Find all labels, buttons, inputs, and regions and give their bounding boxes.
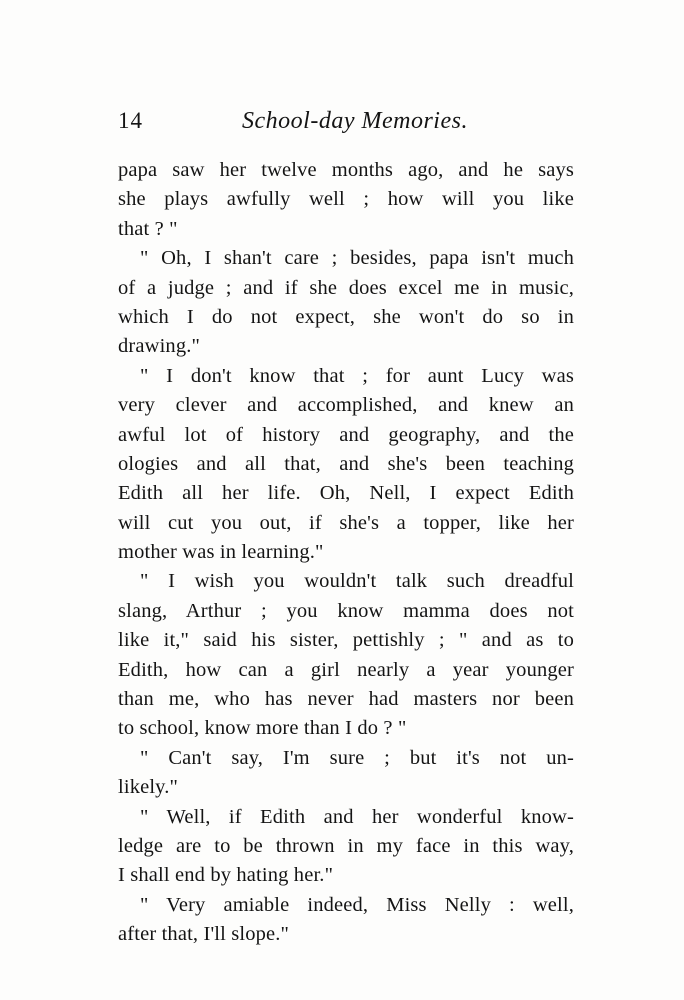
text-line: will cut you out, if she's a topper, like her — [118, 511, 574, 534]
text-line: " Can't say, I'm sure ; but it's not un- — [140, 746, 574, 769]
text-line: " Well, if Edith and her wonderful know- — [140, 805, 574, 828]
text-line: that ? " — [118, 217, 178, 240]
text-line: slang, Arthur ; you know mamma does not — [118, 599, 574, 622]
text-line: drawing." — [118, 335, 201, 358]
page-header — [118, 108, 580, 144]
body-text — [118, 156, 574, 950]
text-line: ledge are to be thrown in my face in this way, — [118, 834, 574, 857]
text-line: mother was in learning." — [118, 541, 324, 564]
text-line: " Very amiable indeed, Miss Nelly : well, — [140, 893, 574, 916]
text-line: she plays awfully well ; how will you like — [118, 188, 574, 211]
text-line: papa saw her twelve months ago, and he says — [118, 159, 574, 181]
text-line: after that, I'll slope." — [118, 923, 290, 946]
text-line: likely." — [118, 776, 179, 799]
text-line: to school, know more than I do ? " — [118, 717, 407, 740]
text-line: " I don't know that ; for aunt Lucy was — [140, 364, 574, 387]
text-line: Edith all her life. Oh, Nell, I expect Edith — [118, 482, 574, 505]
text-line: which I do not expect, she won't do so in — [118, 305, 574, 328]
text-line: " Oh, I shan't care ; besides, papa isn't much — [140, 247, 574, 270]
page-number: 14 — [118, 108, 143, 133]
running-title: School-day Memories. — [242, 108, 468, 134]
text-line: very clever and accomplished, and knew an — [118, 394, 574, 417]
text-line: than me, who has never had masters nor been — [118, 688, 574, 711]
text-line: awful lot of history and geography, and the — [118, 423, 574, 446]
text-line: I shall end by hating her." — [118, 864, 334, 887]
text-line: like it," said his sister, pettishly ; " and as to — [118, 629, 574, 652]
text-line: " I wish you wouldn't talk such dreadful — [140, 570, 574, 593]
text-line: of a judge ; and if she does excel me in music, — [118, 276, 574, 299]
text-line: ologies and all that, and she's been teaching — [118, 452, 574, 475]
text-line: Edith, how can a girl nearly a year younger — [118, 658, 574, 681]
